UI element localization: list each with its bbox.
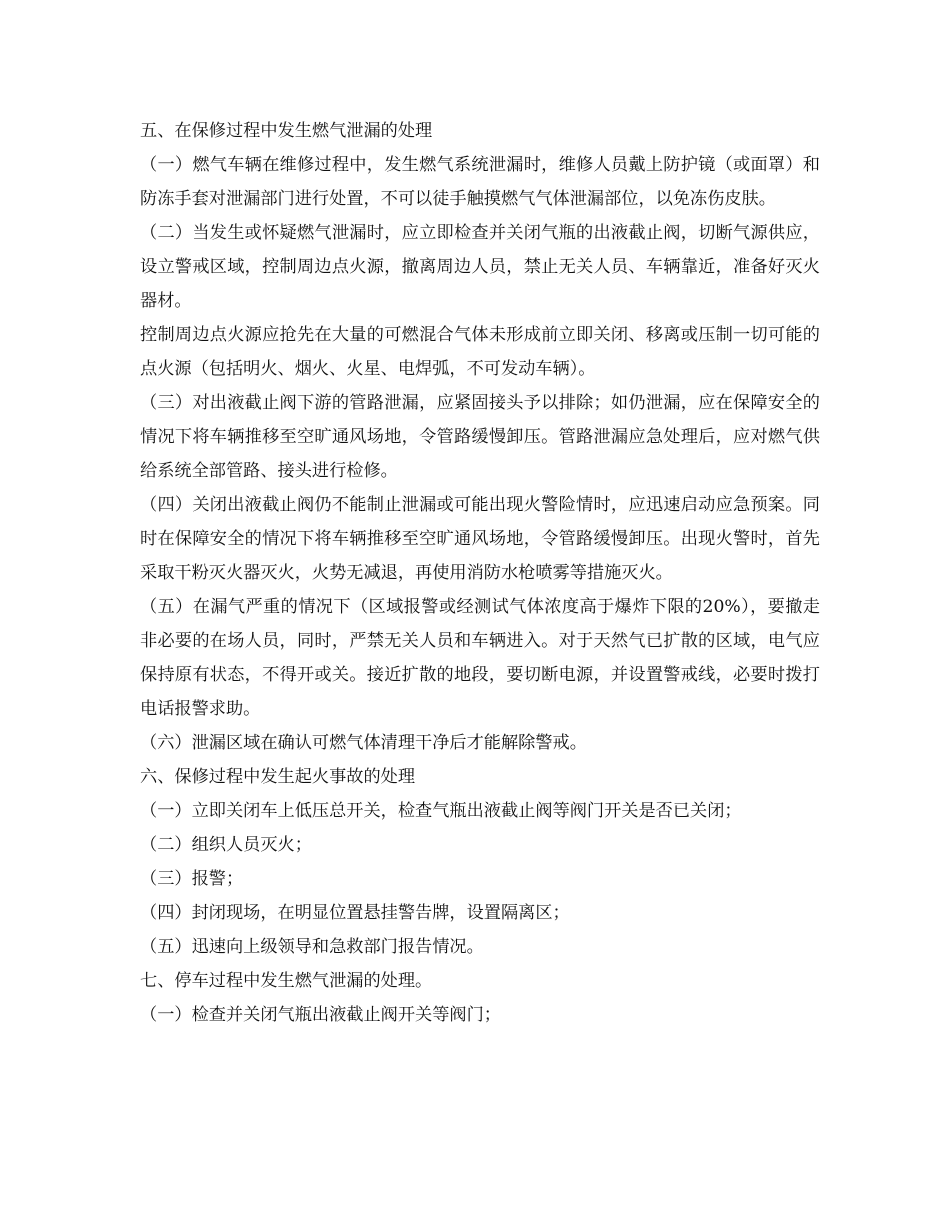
paragraph-6-3: （三）报警； bbox=[140, 869, 244, 889]
paragraph-6-5: （五）迅速向上级领导和急救部门报告情况。 bbox=[140, 937, 484, 957]
paragraph-5-3: （三）对出液截止阀下游的管路泄漏，应紧固接头予以排除；如仍泄漏，应在保障安全的情况下将车辆推移至空旷通风场地，令管路缓慢卸压。管路泄漏应急处理后，应对燃气供给系统全部管路、接头进行检修。 bbox=[140, 393, 820, 481]
paragraph-6-1: （一）立即关闭车上低压总开关，检查气瓶出液截止阀等阀门开关是否已关闭； bbox=[140, 801, 742, 821]
section-heading-5: 五、在保修过程中发生燃气泄漏的处理 bbox=[140, 121, 433, 141]
paragraph-5-2: （二）当发生或怀疑燃气泄漏时，应立即检查并关闭气瓶的出液截止阀，切断气源供应，设立警戒区域，控制周边点火源，撤离周边人员，禁止无关人员、车辆靠近，准备好灭火器材。 bbox=[140, 223, 820, 311]
paragraph-5-1: （一）燃气车辆在维修过程中，发生燃气系统泄漏时，维修人员戴上防护镜（或面罩）和防冻手套对泄漏部门进行处置，不可以徒手触摸燃气气体泄漏部位，以免冻伤皮肤。 bbox=[140, 155, 820, 209]
paragraph-5-2-note: 控制周边点火源应抢先在大量的可燃混合气体未形成前立即关闭、移离或压制一切可能的点火源（包括明火、烟火、火星、电焊弧，不可发动车辆）。 bbox=[140, 325, 820, 379]
paragraph-5-4: （四）关闭出液截止阀仍不能制止泄漏或可能出现火警险情时，应迅速启动应急预案。同时在保障安全的情况下将车辆推移至空旷通风场地，令管路缓慢卸压。出现火警时，首先采取干粉灭火器灭火，火势无减退，再使用消防水枪喷雾等措施灭火。 bbox=[140, 495, 820, 583]
paragraph-7-1: （一）检查并关闭气瓶出液截止阀开关等阀门； bbox=[140, 1005, 501, 1025]
paragraph-6-2: （二）组织人员灭火； bbox=[140, 835, 312, 855]
document-body bbox=[140, 114, 820, 1032]
paragraph-6-4: （四）封闭现场，在明显位置悬挂警告牌，设置隔离区； bbox=[140, 903, 570, 923]
section-heading-6: 六、保修过程中发生起火事故的处理 bbox=[140, 767, 416, 787]
paragraph-5-6: （六）泄漏区域在确认可燃气体清理干净后才能解除警戒。 bbox=[140, 733, 587, 753]
paragraph-5-5: （五）在漏气严重的情况下（区域报警或经测试气体浓度高于爆炸下限的20%），要撤走非必要的在场人员，同时，严禁无关人员和车辆进入。对于天然气已扩散的区域，电气应保持原有状态，不得开或关。接近扩散的地段，要切断电源，并设置警戒线，必要时拨打电话报警求助。 bbox=[140, 597, 820, 719]
section-heading-7: 七、停车过程中发生燃气泄漏的处理。 bbox=[140, 971, 433, 991]
